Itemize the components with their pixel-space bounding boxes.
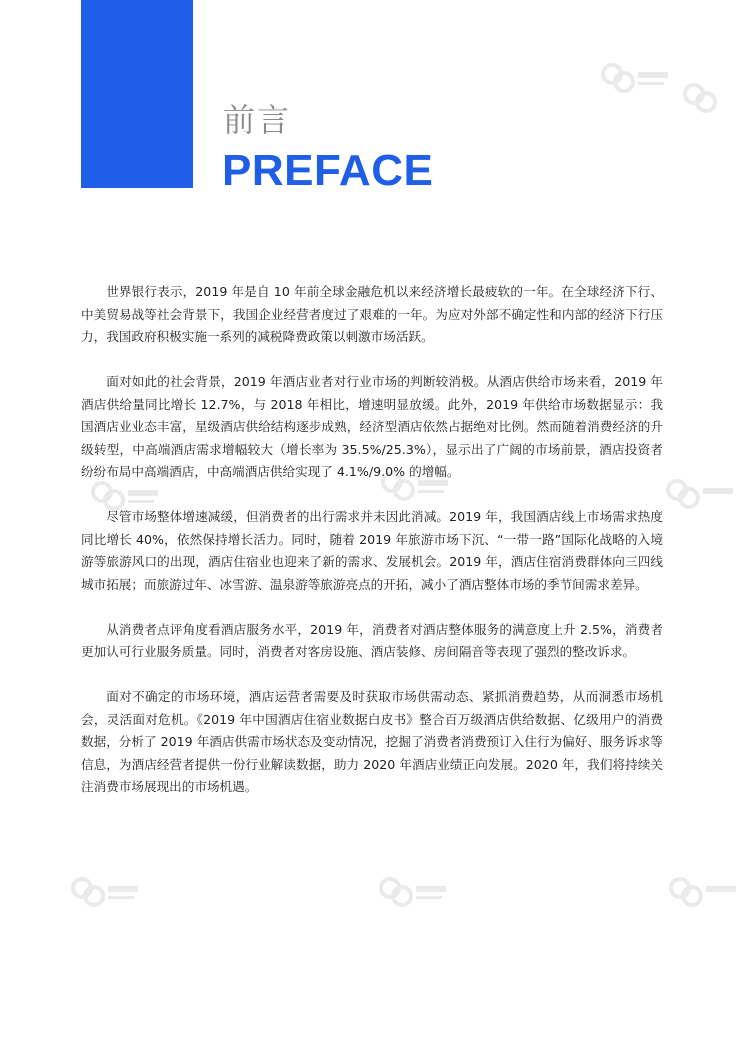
brand-logo-watermark-icon: [90, 480, 162, 514]
brand-logo-watermark-icon: [378, 876, 450, 910]
paragraph-1: 世界银行表示，2019 年是自 10 年前全球金融危机以来经济增长最疲软的一年。在全球经济下行、中美贸易战等社会背景下，我国企业经营者度过了艰难的一年。为应对外部不确定性和内部的经济下行压力，我国政府积极实施一系列的减税降费政策以刺激市场活跃。: [81, 284, 663, 344]
header-accent-block: [81, 0, 193, 188]
brand-logo-watermark-icon: [600, 62, 672, 96]
brand-logo-watermark-icon: [668, 876, 740, 910]
brand-logo-watermark-icon: [665, 478, 737, 512]
brand-logo-watermark-icon: [70, 876, 142, 910]
page-title-chinese: 前言: [223, 101, 292, 139]
brand-logo-watermark-icon: [682, 82, 744, 116]
brand-logo-watermark-icon: [380, 470, 452, 504]
preface-body: [81, 281, 663, 821]
paragraph-4: 从消费者点评角度看酒店服务水平，2019 年，消费者对酒店整体服务的满意度上升 2.5%，消费者更加认可行业服务质量。同时，消费者对客房设施、酒店装修、房间隔音等表现了强烈的整改诉求。: [81, 621, 663, 659]
paragraph-3: 尽管市场整体增速减缓，但消费者的出行需求并未因此消减。2019 年，我国酒店线上市场需求热度同比增长 40%，依然保持增长活力。同时，随着 2019 年旅游市场下沉、“一带一路”国际化战略的入境游等旅游风口的出现，酒店住宿业也迎来了新的需求、发展机会。2019 年，酒店住宿消费群体向三四线城市拓展；而旅游过年、冰雪游、温泉游等旅游亮点的开拓，减小了酒店整体市场的季节间需求差异。: [81, 509, 663, 592]
page-title-english: PREFACE: [222, 146, 434, 195]
paragraph-2: 面对如此的社会背景，2019 年酒店业者对行业市场的判断较消极。从酒店供给市场来看，2019 年酒店供给量同比增长 12.7%，与 2018 年相比，增速明显放缓。此外，2019 年供给市场数据显示：我国酒店业业态丰富，星级酒店供给结构逐步成熟，经济型酒店依然占据绝对比例。然而随着消费经济的升级转型，中高端酒店需求增幅较大（增长率为 35.5%/25.3%），显示出了广阔的市场前景，酒店投资者纷纷布局中高端酒店，中高端酒店供给实现了 4.1%/9.0% 的增幅。: [81, 374, 663, 479]
paragraph-5: 面对不确定的市场环境，酒店运营者需要及时获取市场供需动态、紧抓消费趋势，从而洞悉市场机会，灵活面对危机。《2019 年中国酒店住宿业数据白皮书》整合百万级酒店供给数据、亿级用户的消费数据，分析了 2019 年酒店供需市场状态及变动情况，挖掘了消费者消费预订入住行为偏好、服务诉求等信息，为酒店经营者提供一份行业解读数据，助力 2020 年酒店业绩正向发展。2020 年，我们将持续关注消费市场展现出的市场机遇。: [81, 689, 663, 794]
